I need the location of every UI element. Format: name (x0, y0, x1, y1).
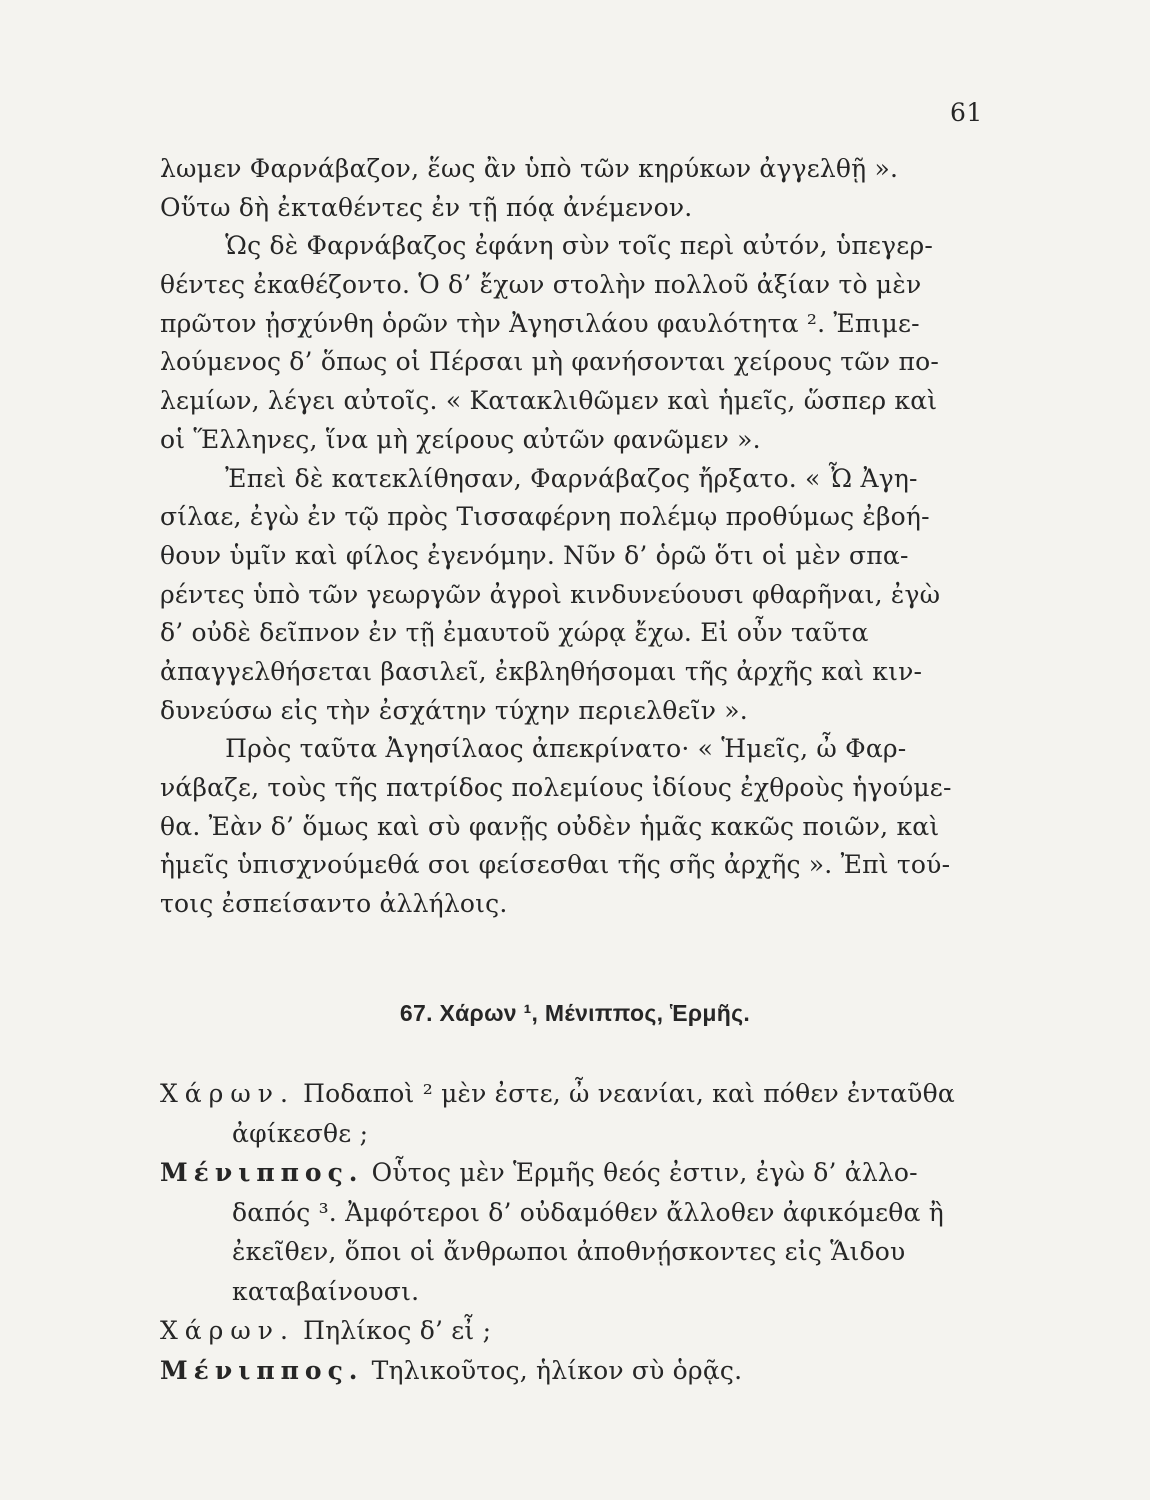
speech-text: Οὗτος μὲν Ἑρμῆς θεός ἐστιν, ἐγὼ δ’ ἀλλο- (371, 1158, 918, 1187)
dialogue-line: ἀφίκεσθε ; (232, 1118, 369, 1148)
text-line: Ἐπεὶ δὲ κατεκλίθησαν, Φαρνάβαζος ἤρξατο. « Ὦ Ἀγη- (160, 463, 918, 493)
speaker-name: Μένιππος. (160, 1158, 364, 1187)
text-line: λωμεν Φαρνάβαζον, ἕως ἂν ὑπὸ τῶν κηρύκων ἀγγελθῇ ». (160, 154, 899, 183)
text-line: σίλαε, ἐγὼ ἐν τῷ πρὸς Τισσαφέρνη πολέμῳ προθύμως ἐβοή- (160, 502, 930, 532)
text-line: ἡμεῖς ὑπισχνούμεθά σοι φείσεσθαι τῆς σῆς ἀρχῆς ». Ἐπὶ τού- (160, 850, 951, 880)
text-line: νάβαζε, τοὺς τῆς πατρίδος πολεμίους ἰδίους ἐχθροὺς ἡγούμε- (160, 773, 952, 802)
text-line: δυνεύσω εἰς τὴν ἐσχάτην τύχην περιελθεῖν ». (160, 695, 748, 725)
dialogue-line (160, 1074, 990, 1114)
dialogue-line: καταβαίνουσι. (232, 1276, 420, 1306)
dialogue-line (160, 1153, 990, 1193)
section-heading (0, 1000, 1150, 1027)
page-number: 61 (950, 98, 983, 127)
text-line: οἱ Ἕλληνες, ἵνα μὴ χείρους αὐτῶν φανῶμεν ». (160, 424, 761, 454)
text-line: θέντες ἐκαθέζοντο. Ὁ δ’ ἔχων στολὴν πολλοῦ ἀξίαν τὸ μὲν (160, 270, 922, 300)
text-line: Ὡς δὲ Φαρνάβαζος ἐφάνη σὺν τοῖς περὶ αὐτόν, ὑπεγερ- (160, 231, 933, 261)
speech-text: Τηλικοῦτος, ἡλίκον σὺ ὁρᾷς. (371, 1355, 743, 1385)
dialogue-line: ἐκεῖθεν, ὅποι οἱ ἄνθρωποι ἀποθνῄσκοντες εἰς Ἅιδου (232, 1237, 906, 1266)
text-line: λεμίων, λέγει αὐτοῖς. « Κατακλιθῶμεν καὶ ἡμεῖς, ὥσπερ καὶ (160, 386, 938, 416)
text-line: τοις ἐσπείσαντο ἀλλήλοις. (160, 889, 508, 919)
text-line: Πρὸς ταῦτα Ἀγησίλαος ἀπεκρίνατο· « Ἡμεῖς, ὦ Φαρ- (160, 734, 907, 764)
speaker-name: Μένιππος. (160, 1355, 364, 1385)
text-line: ρέντες ὑπὸ τῶν γεωργῶν ἀγροὶ κινδυνεύουσι φθαρῆναι, ἐγὼ (160, 579, 941, 609)
text-line: θα. Ἐὰν δ’ ὅμως καὶ σὺ φανῇς οὐδὲν ἡμᾶς κακῶς ποιῶν, καὶ (160, 811, 940, 841)
text-line: θουν ὑμῖν καὶ φίλος ἐγενόμην. Νῦν δ’ ὁρῶ ὅτι οἱ μὲν σπα- (160, 540, 909, 570)
section-number: 67. (399, 1000, 433, 1026)
speaker-name: Χάρων. (160, 1079, 295, 1108)
dialogue-line (160, 1311, 990, 1351)
text-line: πρῶτον ᾐσχύνθη ὁρῶν τὴν Ἀγησιλάου φαυλότητα ². Ἐπιμε- (160, 308, 920, 338)
dialogue-line (160, 1351, 990, 1391)
speaker-name: Χάρων. (160, 1316, 295, 1345)
dialogue (160, 1074, 990, 1390)
speech-text: Ποδαποὶ ² μὲν ἐστε, ὦ νεανίαι, καὶ πόθεν ἐνταῦθα (303, 1079, 955, 1108)
dialogue-line: δαπός ³. Ἀμφότεροι δ’ οὐδαμόθεν ἄλλοθεν ἀφικόμεθα ἢ (232, 1197, 944, 1227)
text-line: δ’ οὐδὲ δεῖπνον ἐν τῇ ἐμαυτοῦ χώρᾳ ἔχω. Εἰ οὖν ταῦτα (160, 618, 869, 648)
text-line: Οὕτω δὴ ἐκταθέντες ἐν τῇ πόᾳ ἀνέμενον. (160, 192, 693, 222)
text-line: λούμενος δ’ ὅπως οἱ Πέρσαι μὴ φανήσονται χείρους τῶν πο- (160, 347, 939, 377)
section-title: Χάρων ¹, Μένιππος, Ἑρμῆς. (439, 1000, 751, 1026)
text-line: ἀπαγγελθήσεται βασιλεῖ, ἐκβληθήσομαι τῆς ἀρχῆς καὶ κιν- (160, 656, 923, 686)
main-text (160, 150, 990, 924)
speech-text: Πηλίκος δ’ εἶ ; (303, 1316, 492, 1345)
